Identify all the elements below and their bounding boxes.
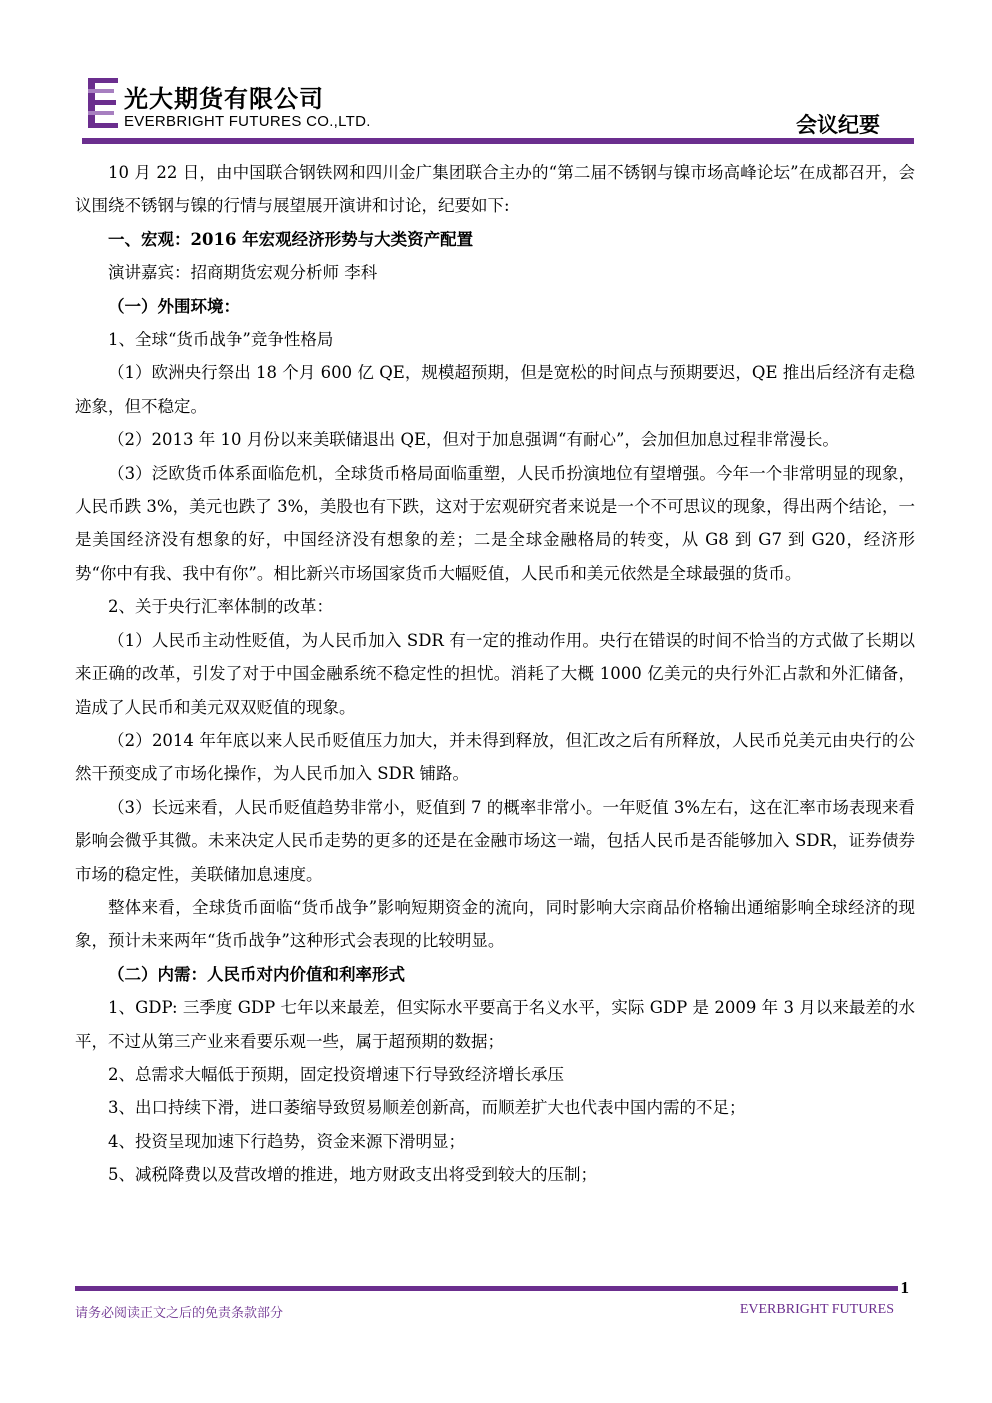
disclaimer-note: 请务必阅读正文之后的免责条款部分 (75, 1306, 284, 1321)
company-name-cn: 光大期货有限公司 (124, 85, 324, 113)
list-item: 2、关于央行汇率体制的改革： (108, 597, 333, 617)
list-item: 2、总需求大幅低于预期，固定投资增速下行导致经济增长承压 (108, 1064, 564, 1084)
list-item: 5、减税降费以及营改增的推进，地方财政支出将受到较大的压制； (108, 1165, 597, 1185)
everbright-e-logo-icon (88, 78, 120, 128)
page-number: 1 (900, 1278, 909, 1297)
list-item: 1、GDP: 三季度 GDP 七年以来最差，但实际水平要高于名义水平，实际 GDP 是 2009 年 3 月以来最差的水平，不过从第三产业来看要乐观一些，属于超预期的数据； (75, 998, 915, 1051)
list-item: 4、投资呈现加速下行趋势，资金来源下滑明显； (108, 1131, 465, 1151)
paragraph: （3）长远来看，人民币贬值趋势非常小，贬值到 7 的概率非常小。一年贬值 3%左右，这在汇率市场表现来看影响会微乎其微。未来决定人民币走势的更多的还是在金融市场这一端，包括人民币是否能够加入 SDR，证券债券市场的稳定性，美联储加息速度。 (75, 797, 916, 884)
subsection-heading-external: （一）外围环境： (108, 296, 240, 316)
speaker-line: 演讲嘉宾：招商期货宏观分析师 李科 (108, 263, 378, 283)
paragraph: （1）人民币主动性贬值，为人民币加入 SDR 有一定的推动作用。央行在错误的时间不恰当的方式做了长期以来正确的改革，引发了对于中国金融系统不稳定性的担忧。消耗了大概 1000 亿美元的央行外汇占款和外汇储备，造成了人民币和美元双双贬值的现象。 (75, 630, 915, 717)
subsection-heading-domestic: （二）内需：人民币对内价值和利率形式 (108, 964, 405, 984)
document-type-title: 会议纪要 (796, 113, 880, 137)
paragraph: （2）2014 年年底以来人民币贬值压力加大，并未得到释放，但汇改之后有所释放，人民币兑美元由央行的公然干预变成了市场化操作，为人民币加入 SDR 铺路。 (75, 730, 915, 784)
footer-divider (75, 1286, 898, 1291)
header-divider (82, 138, 914, 144)
list-item: 1、全球“货币战争”竞争性格局 (108, 330, 334, 350)
intro-paragraph: 10 月 22 日，由中国联合钢铁网和四川金广集团联合主办的“第二届不锈钢与镍市场高峰论坛”在成都召开，会议围绕不锈钢与镍的行情与展望展开演讲和讨论，纪要如下: (75, 163, 915, 216)
footer-brand: EVERBRIGHT FUTURES (739, 1302, 894, 1317)
document-body (75, 156, 915, 1192)
list-item: 3、出口持续下滑，进口萎缩导致贸易顺差创新高，而顺差扩大也代表中国内需的不足； (108, 1098, 746, 1118)
summary-paragraph: 整体来看，全球货币面临“货币战争”影响短期资金的流向，同时影响大宗商品价格输出通缩影响全球经济的现象，预计未来两年“货币战争”这种形式会表现的比较明显。 (75, 897, 915, 951)
section-heading-macro: 一、宏观：2016 年宏观经济形势与大类资产配置 (108, 229, 474, 249)
paragraph: （1）欧洲央行祭出 18 个月 600 亿 QE，规模超预期，但是宽松的时间点与预期要迟，QE 推出后经济有走稳迹象，但不稳定。 (75, 363, 915, 416)
paragraph: （2）2013 年 10 月份以来美联储退出 QE，但对于加息强调“有耐心”，会加但加息过程非常漫长。 (108, 430, 839, 450)
company-name-en: EVERBRIGHT FUTURES CO.,LTD. (124, 113, 371, 130)
paragraph: （3）泛欧货币体系面临危机，全球货币格局面临重塑，人民币扮演地位有望增强。今年一个非常明显的现象，人民币跌 3%，美元也跌了 3%，美股也有下跌，这对于宏观研究者来说是一个不可思议的现象，得出两个结论，一是美国经济没有想象的好，中国经济没有想象的差；二是全球金融格局的转变，从 G8 到 G7 到 G20，经济形势“你中有我、我中有你”。相比新兴市场国家货币大幅贬值，人民币和美元依然是全球最强的货币。 (75, 463, 915, 583)
